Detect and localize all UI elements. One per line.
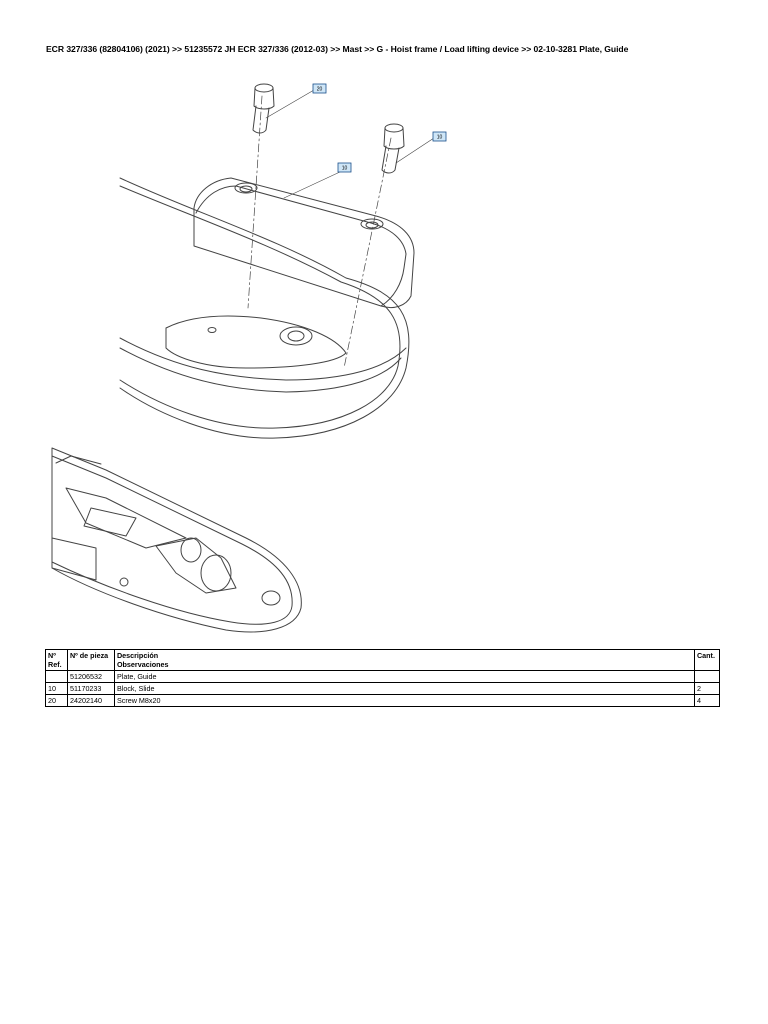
- cell-qty: [694, 671, 719, 683]
- table-row: [46, 695, 720, 707]
- parts-table: [45, 649, 720, 707]
- header-ref: Nº Ref.: [46, 650, 68, 671]
- header-qty: Cant.: [694, 650, 719, 671]
- detail-view: [52, 448, 301, 632]
- cell-ref: [46, 671, 68, 683]
- cell-part-no: 51170233: [67, 683, 114, 695]
- table-row: [46, 683, 720, 695]
- cell-ref: 20: [46, 695, 68, 707]
- cell-ref: 10: [46, 683, 68, 695]
- header-part-no: Nº de pieza: [67, 650, 114, 671]
- table-header-row: [46, 650, 720, 671]
- callout-10-b-label: 10: [341, 165, 348, 172]
- cell-description: Block, Slide: [114, 683, 694, 695]
- cell-description: Plate, Guide: [114, 671, 694, 683]
- callout-20: [313, 84, 326, 93]
- cell-part-no: 24202140: [67, 695, 114, 707]
- exploded-view-drawing: [46, 68, 496, 646]
- header-description: Descripción Observaciones: [114, 650, 694, 671]
- slide-block: [194, 178, 414, 308]
- cell-qty: 4: [694, 695, 719, 707]
- cell-qty: 2: [694, 683, 719, 695]
- callout-10-a-label: 10: [436, 134, 443, 141]
- callout-10-b: [338, 163, 351, 172]
- guide-plate-shell: [120, 178, 409, 438]
- table-row: [46, 671, 720, 683]
- cell-part-no: 51206532: [67, 671, 114, 683]
- callout-10-a: [433, 132, 446, 141]
- screw-left: [253, 84, 274, 133]
- callout-20-label: 20: [316, 86, 323, 93]
- parts-illustration: [46, 68, 496, 646]
- cell-description: Screw M8x20: [114, 695, 694, 707]
- breadcrumb: ECR 327/336 (82804106) (2021) >> 51235572 JH ECR 327/336 (2012-03) >> Mast >> G - Hoist frame / Load lifting device >> 02-10-3281 Plate, Guide: [46, 44, 629, 54]
